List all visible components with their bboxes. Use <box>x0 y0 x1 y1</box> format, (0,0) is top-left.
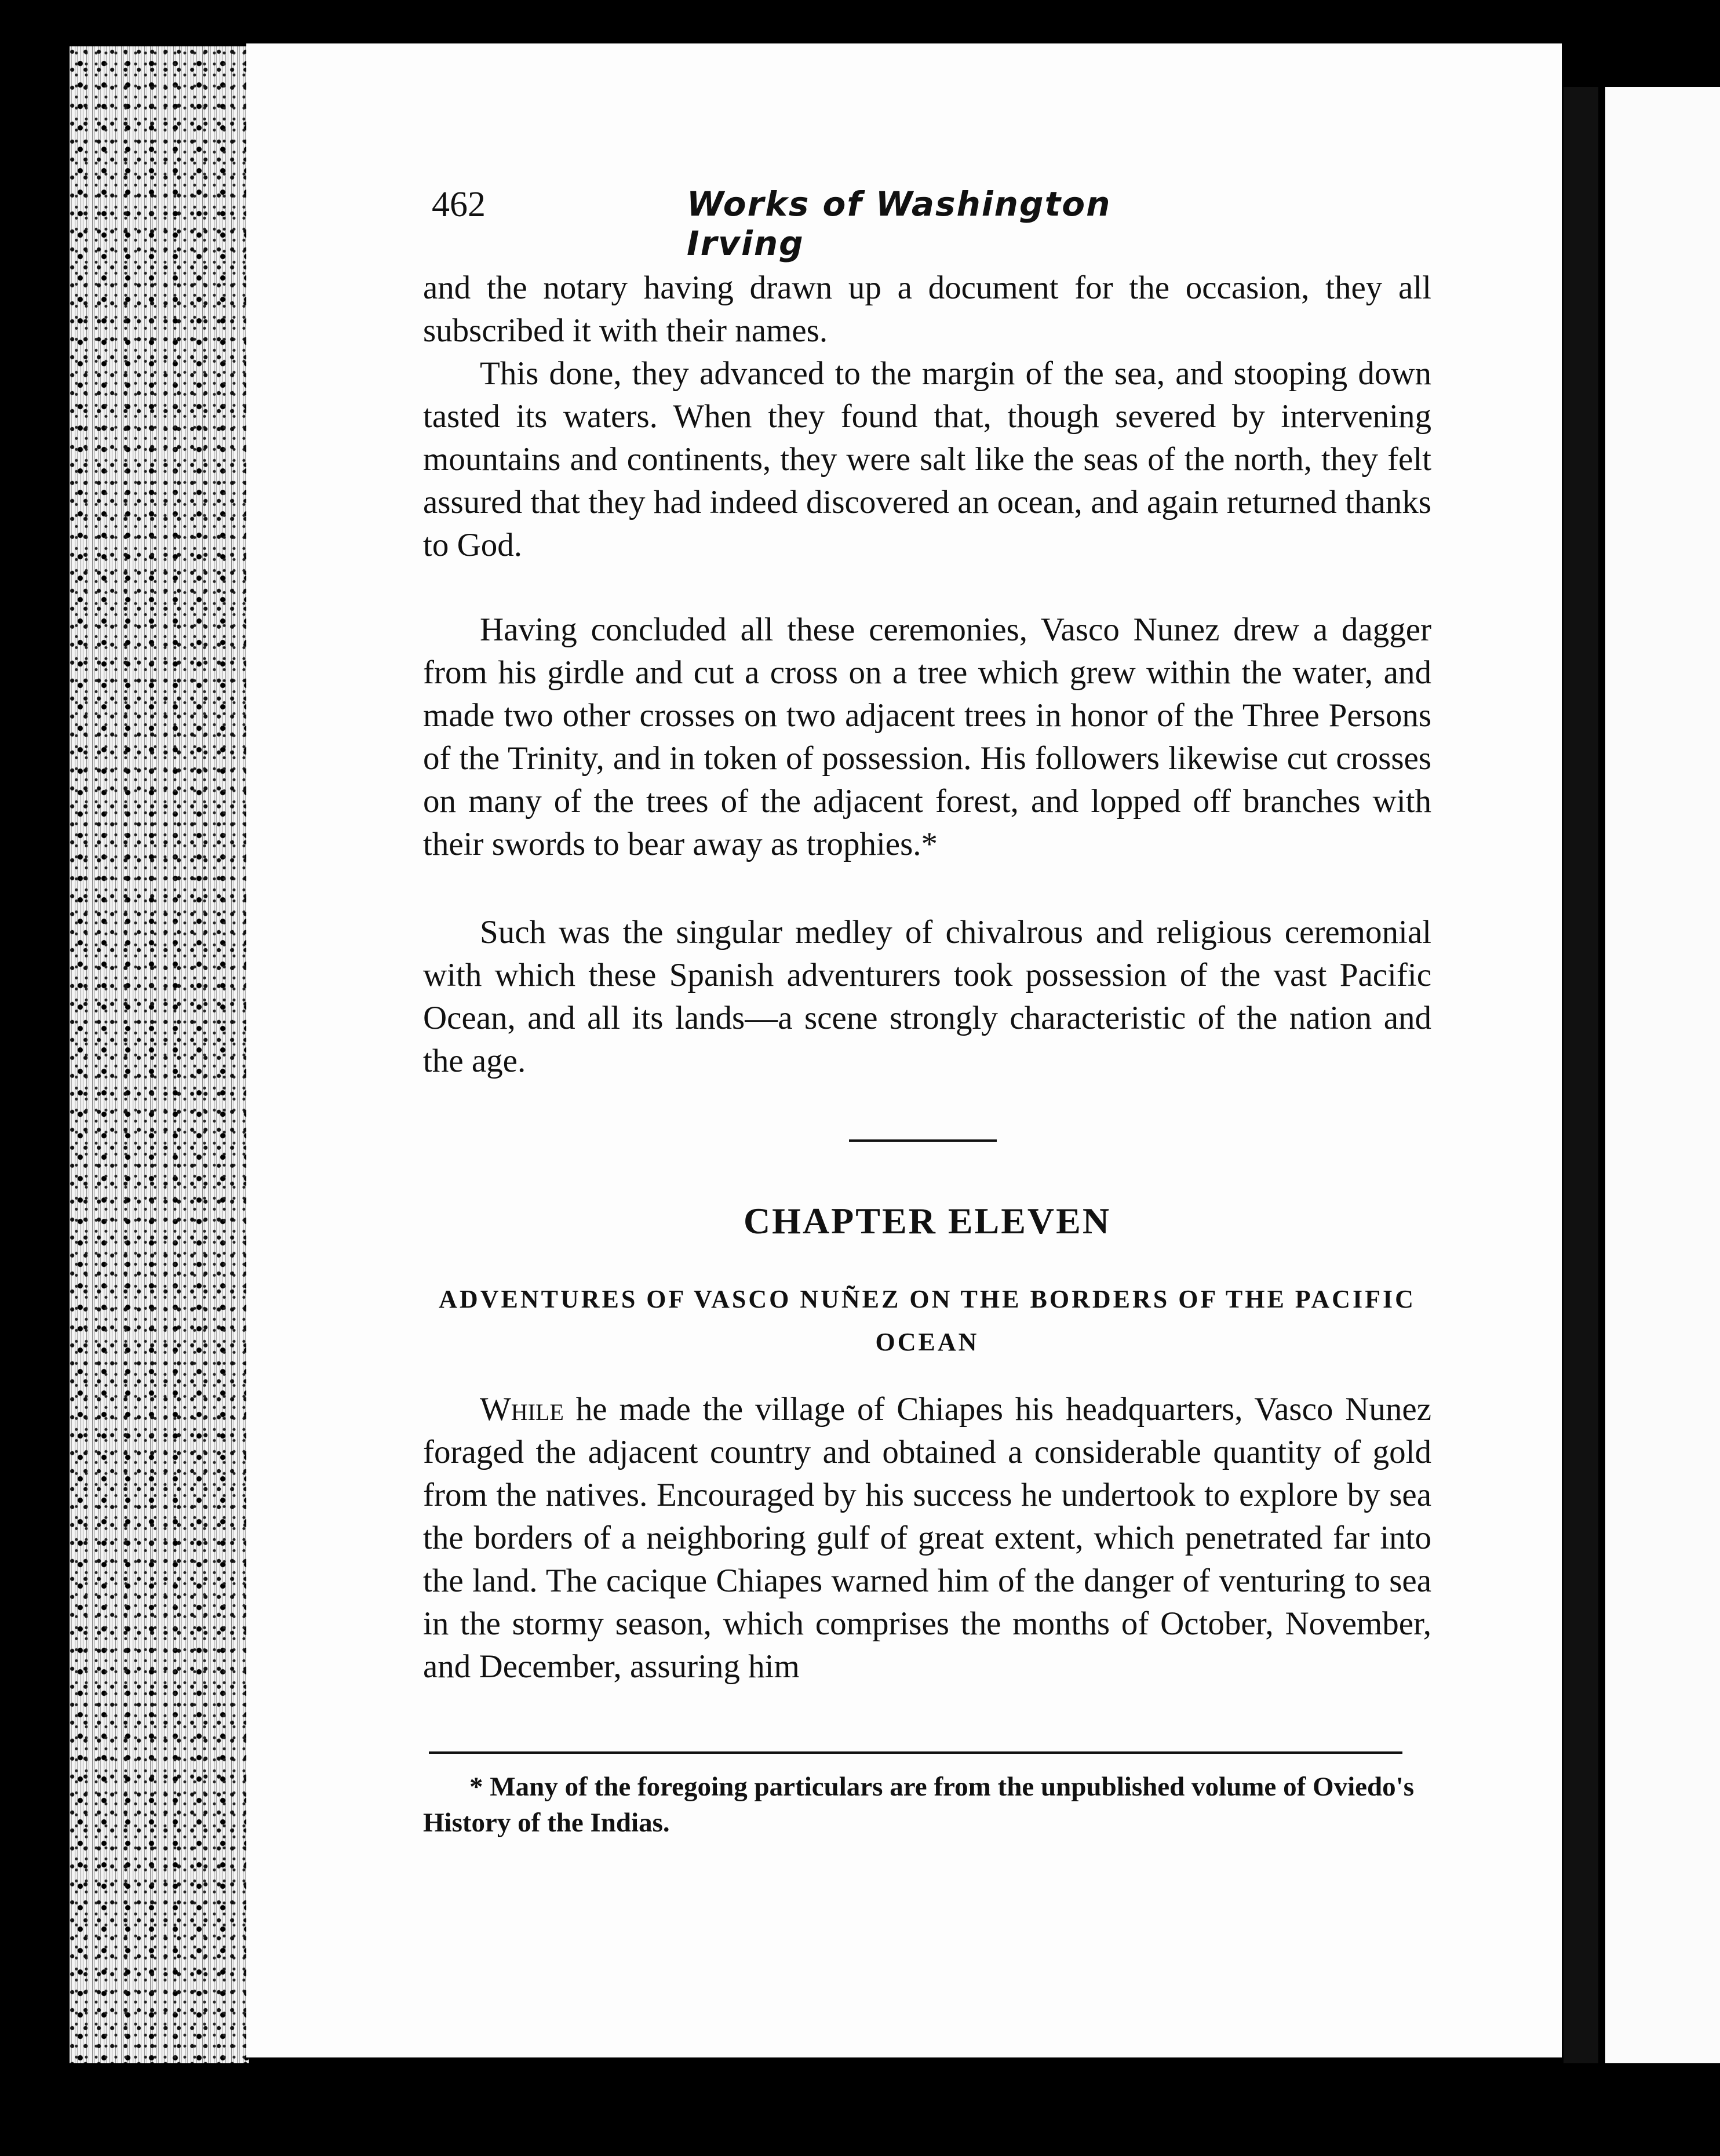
gutter-shadow <box>1564 87 1598 2063</box>
paragraph: This done, they advanced to the margin of the sea, and stooping down tasted its waters. When they found that, though severed by intervening mountains and continents, they were salt like the seas of the north, they felt assured that they had indeed discovered an ocean, and again returned thanks to God. <box>423 355 1431 563</box>
chapter-title: CHAPTER ELEVEN <box>743 1200 1112 1241</box>
lead-word: While <box>480 1391 564 1427</box>
page-edge <box>70 46 249 2063</box>
chapter-opening-paragraph <box>423 1388 1431 1688</box>
section-divider <box>849 1139 997 1142</box>
running-header <box>432 184 1208 263</box>
paragraph: Having concluded all these ceremonies, Vasco Nunez drew a dagger from his girdle and cut a cross on a tree which grew within the water, and made two other crosses on two adjacent trees in honor of the Three Persons of the Trinity, and in token of possession. His followers likewise cut crosses on many of the trees of the adjacent forest, and lopped off branches with their swords to bear away as trophies.* <box>423 611 1431 862</box>
running-title: Works of Washington Irving <box>687 184 1112 263</box>
paragraph: and the notary having drawn up a document for the occasion, they all subscribed it with their names. <box>423 270 1431 349</box>
page-number: 462 <box>432 185 486 224</box>
paragraph: Such was the singular medley of chivalrous and religious ceremonial with which these Spanish adventurers took possession of the vast Pacific Ocean, and all its lands—a scene strongly characteristic of the nation and the age. <box>423 914 1431 1079</box>
footnote-rule <box>429 1751 1402 1754</box>
facing-page-edge <box>1605 87 1720 2063</box>
chapter-subtitle: ADVENTURES OF VASCO NUÑEZ ON THE BORDERS OF THE PACIFIC OCEAN <box>439 1285 1416 1356</box>
paragraph-text: he made the village of Chiapes his headquarters, Vasco Nunez foraged the adjacent country and obtained a considerable quantity of gold from the natives. Encouraged by his success he undertook to explore by sea the borders of a neighboring gulf of great extent, which penetrated far into the land. The cacique Chiapes warned him of the danger of venturing to sea in the stormy season, which comprises the months of October, November, and December, assuring him <box>423 1391 1431 1685</box>
footnote: * Many of the foregoing particulars are from the unpublished volume of Oviedo's History of the Indias. <box>423 1772 1414 1838</box>
